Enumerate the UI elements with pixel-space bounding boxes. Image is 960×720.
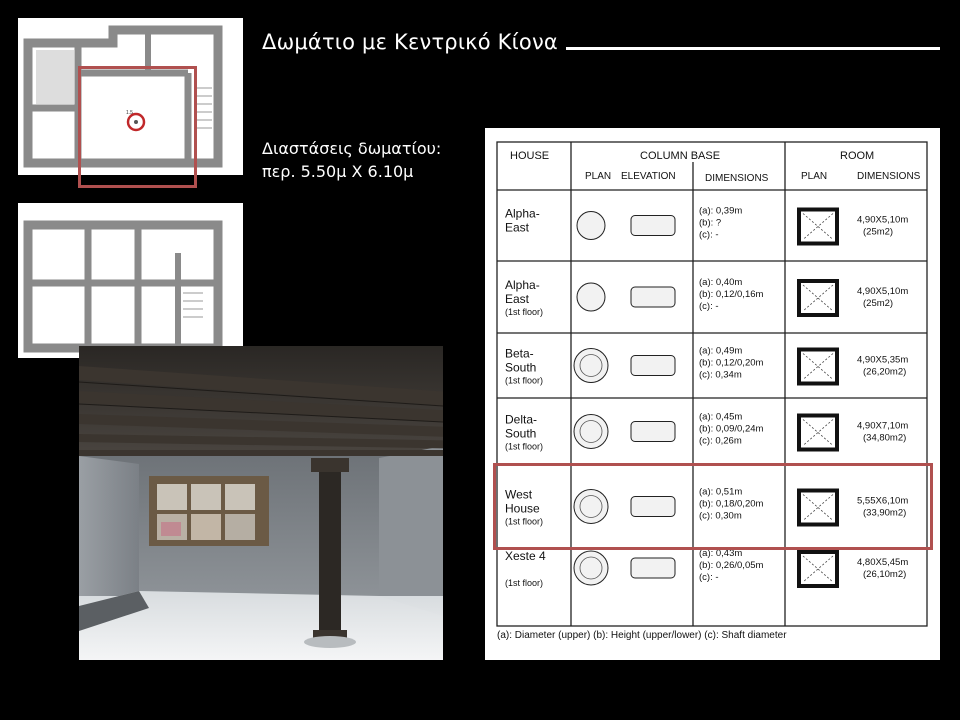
floor-plan-lower xyxy=(18,203,243,358)
column-base-elevation-drawing xyxy=(631,216,675,236)
column-base-plan-drawing xyxy=(577,283,605,311)
dim-b: (b): ? xyxy=(699,217,722,229)
header-room-plan: PLAN xyxy=(801,171,828,182)
dim-a: (a): 0,45m xyxy=(699,411,743,423)
house-name-line2: South xyxy=(505,360,537,375)
room-dimensions: 4,90X5,35m xyxy=(857,354,909,366)
room-dimensions: 4,90X7,10m xyxy=(857,420,909,432)
dimensions-label: Διαστάσεις δωματίου: xyxy=(262,139,442,158)
dim-a: (a): 0,49m xyxy=(699,345,743,357)
house-floor: (1st floor) xyxy=(505,441,544,452)
header-column-base: COLUMN BASE xyxy=(640,150,721,162)
column-base-elevation-drawing xyxy=(631,287,675,307)
dimensions-value: περ. 5.50μ Χ 6.10μ xyxy=(262,162,414,181)
room-area: (25m2) xyxy=(863,226,894,238)
dim-b: (b): 0,18/0,20m xyxy=(699,498,764,510)
house-name-line1: West xyxy=(505,487,533,502)
room-dimensions: 4,80X5,45m xyxy=(857,557,909,568)
house-name-line1: Delta- xyxy=(505,412,538,427)
dim-c: (c): - xyxy=(699,572,719,583)
title-underline xyxy=(566,47,940,50)
dim-b: (b): 0,12/0,20m xyxy=(699,357,764,369)
room-3d-render xyxy=(79,346,443,660)
house-name-line2: East xyxy=(505,292,530,306)
house-name-line1: Beta- xyxy=(505,346,534,361)
column-base-plan-drawing xyxy=(574,415,608,449)
column-base-plan-drawing xyxy=(574,551,608,585)
dim-c: (c): 0,30m xyxy=(699,510,742,522)
column-base-comparison-table xyxy=(485,128,940,660)
column-base-plan-drawing xyxy=(577,212,605,240)
dim-b: (b): 0,09/0,24m xyxy=(699,423,764,435)
dim-b: (b): 0,26/0,05m xyxy=(699,560,764,571)
house-name-line1: Alpha- xyxy=(505,278,540,292)
room-highlight-frame xyxy=(78,66,197,188)
house-name-line1: Alpha- xyxy=(505,206,540,221)
room-area: (34,80m2) xyxy=(863,432,907,444)
house-floor: (1st floor) xyxy=(505,307,544,317)
dim-a: (a): 0,39m xyxy=(699,205,743,217)
svg-text:1.5: 1.5 xyxy=(126,110,133,116)
house-name-line2: House xyxy=(505,501,540,516)
table-footnote: (a): Diameter (upper) (b): Height (upper/lower) (c): Shaft diameter xyxy=(497,630,787,641)
room-area: (26,20m2) xyxy=(863,366,907,378)
dim-c: (c): 0,26m xyxy=(699,435,742,447)
room-dimensions-text xyxy=(262,137,441,183)
house-name-line1: Xeste 4 xyxy=(505,549,546,563)
dim-a: (a): 0,51m xyxy=(699,486,743,498)
header-elevation: ELEVATION xyxy=(621,171,676,182)
dim-a: (a): 0,40m xyxy=(699,277,743,288)
column-base-plan-drawing xyxy=(574,349,608,383)
room-area: (25m2) xyxy=(863,298,894,309)
dim-b: (b): 0,12/0,16m xyxy=(699,289,764,300)
slide-title: Δωμάτιο με Κεντρικό Κίονα xyxy=(262,30,558,54)
west-house-highlight xyxy=(493,463,933,550)
room-dimensions: 5,55X6,10m xyxy=(857,495,909,507)
header-room-dimensions: DIMENSIONS xyxy=(857,171,921,182)
header-room: ROOM xyxy=(840,150,875,162)
dim-c: (c): 0,34m xyxy=(699,369,742,381)
header-plan: PLAN xyxy=(585,171,612,182)
room-area: (26,10m2) xyxy=(863,569,907,580)
house-floor: (1st floor) xyxy=(505,516,544,527)
room-area: (33,90m2) xyxy=(863,507,907,519)
house-name-line2: South xyxy=(505,426,537,441)
dim-c: (c): - xyxy=(699,229,719,241)
house-floor: (1st floor) xyxy=(505,375,544,386)
room-dimensions: 4,90X5,10m xyxy=(857,214,909,226)
room-dimensions: 4,90X5,10m xyxy=(857,286,909,297)
header-house: HOUSE xyxy=(510,150,550,162)
column-base-elevation-drawing xyxy=(631,356,675,376)
house-floor: (1st floor) xyxy=(505,578,544,588)
dim-c: (c): - xyxy=(699,301,719,312)
header-dimensions: DIMENSIONS xyxy=(705,173,769,184)
column-base-elevation-drawing xyxy=(631,422,675,442)
column-base-elevation-drawing xyxy=(631,558,675,578)
house-name-line2: East xyxy=(505,220,530,235)
dim-a: (a): 0,43m xyxy=(699,548,743,559)
